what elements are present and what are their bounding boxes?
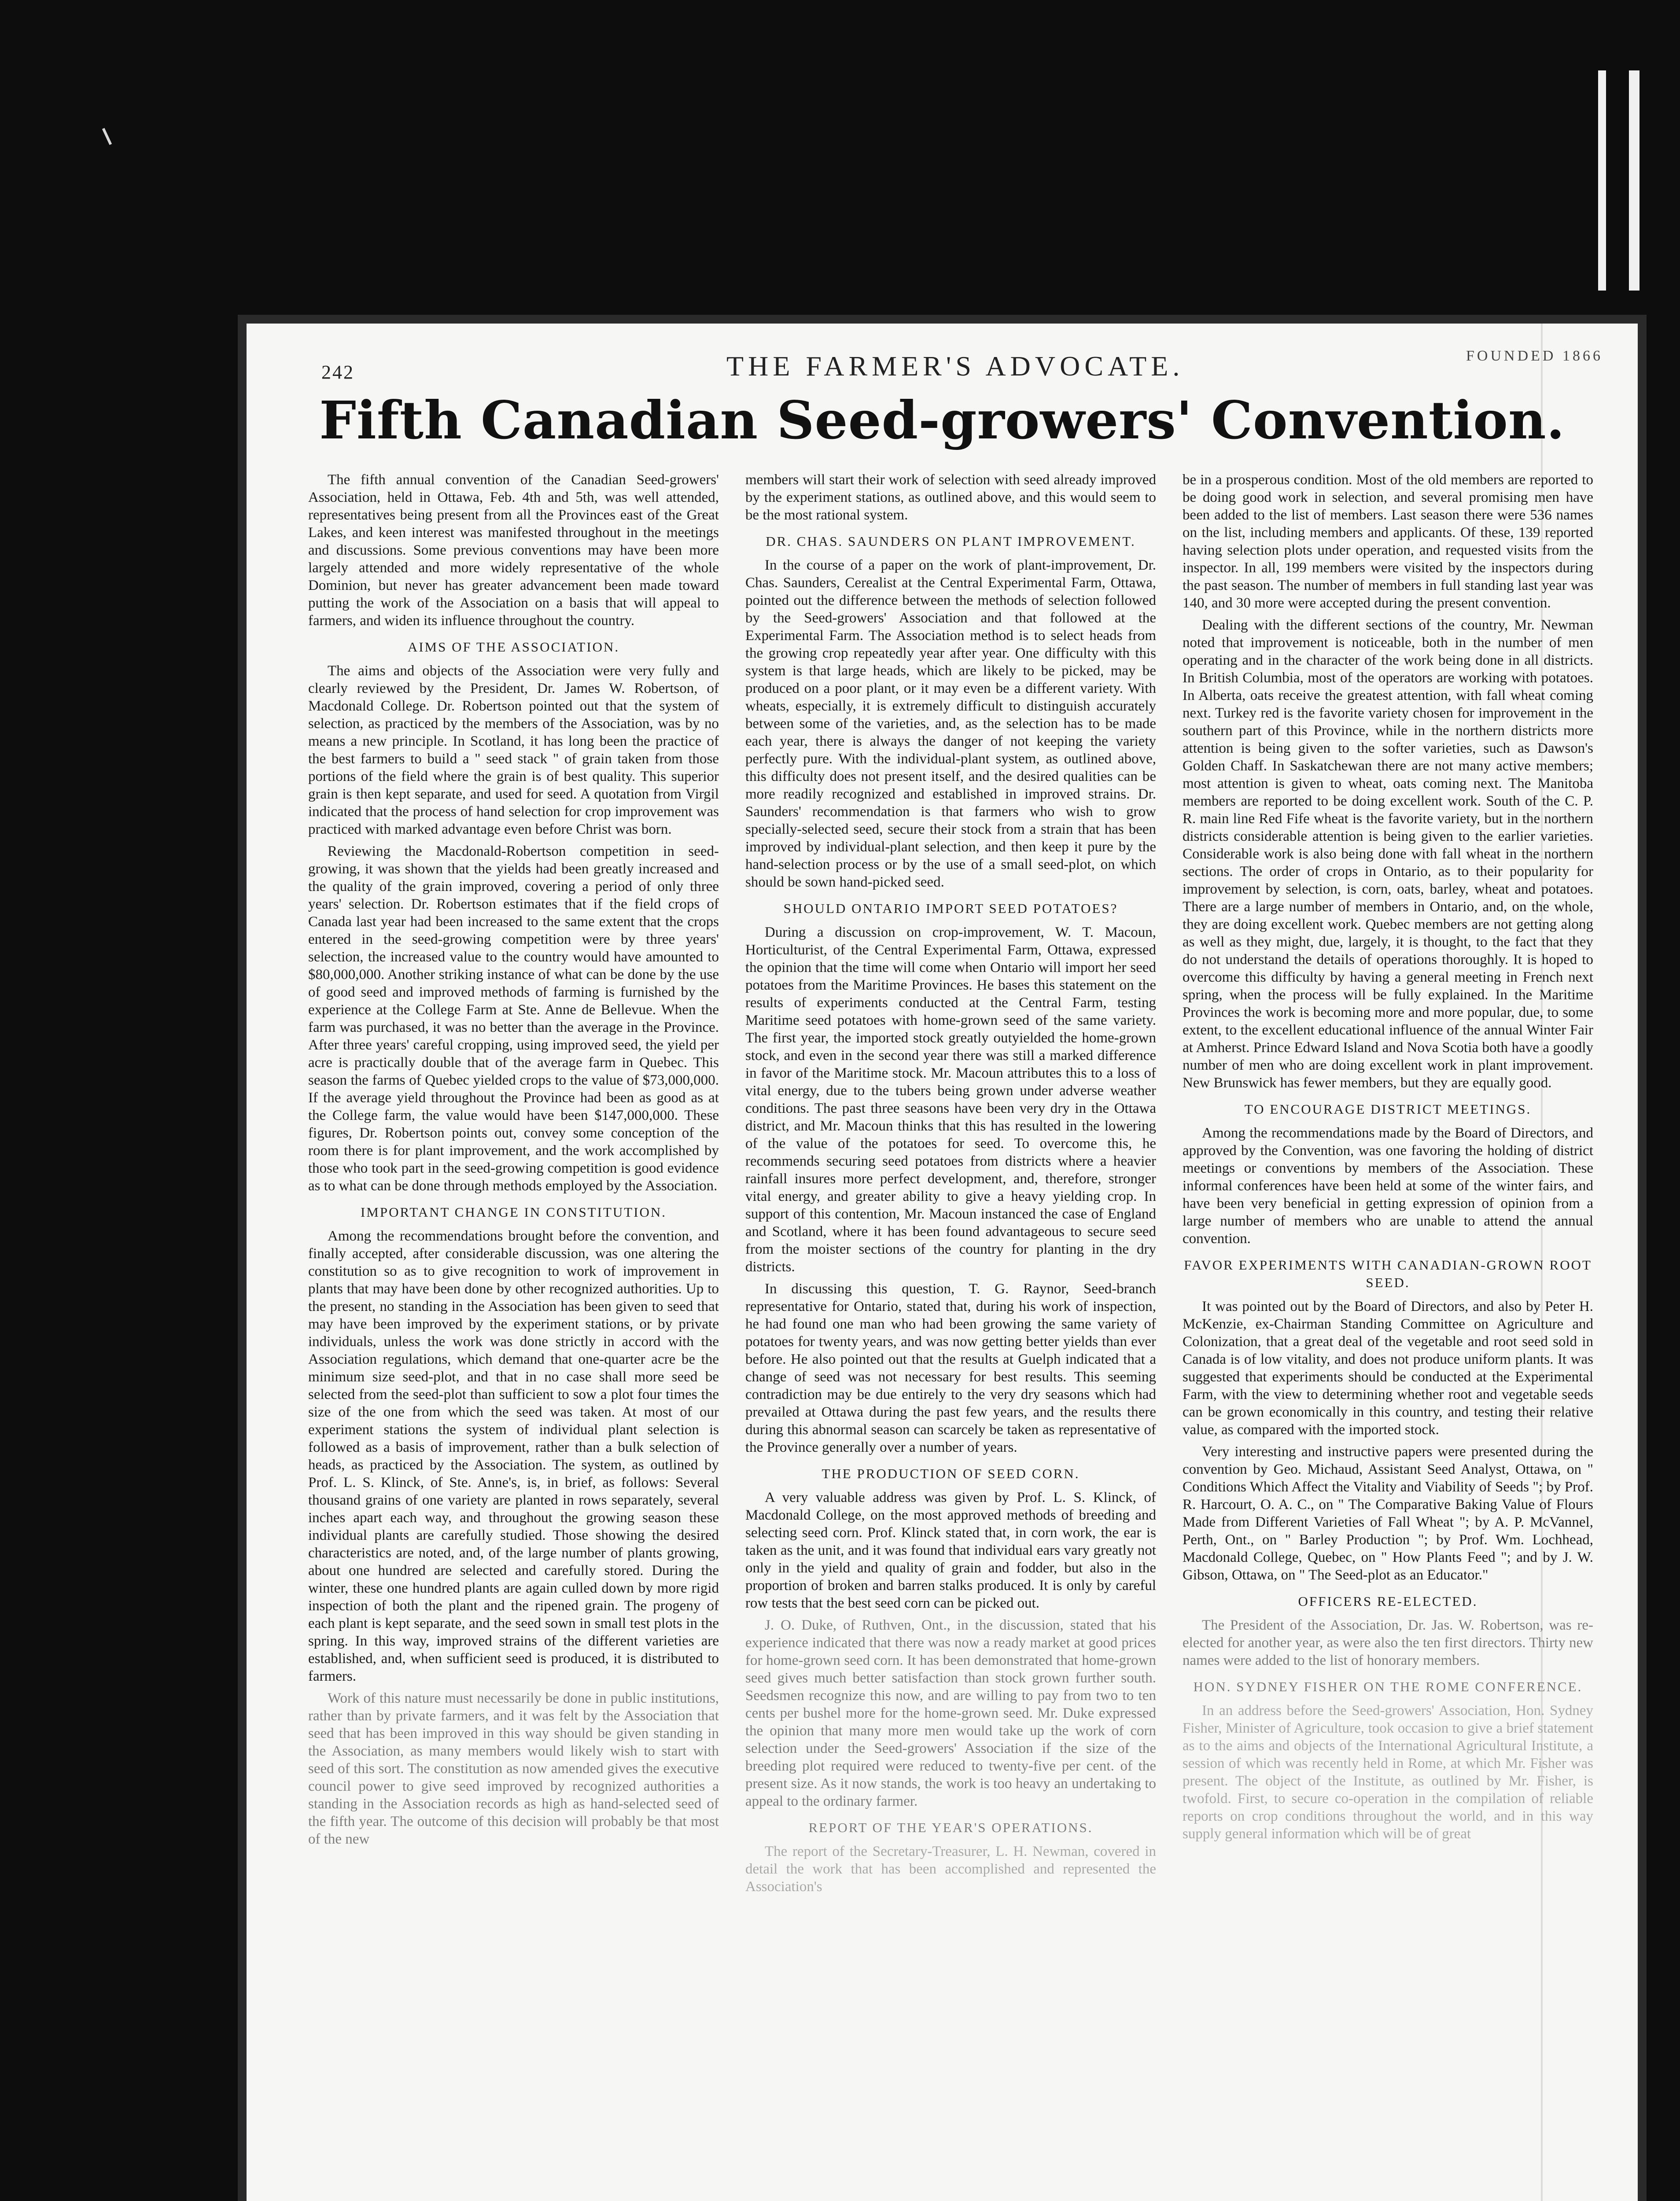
article-paragraph: A very valuable address was given by Prof. L. S. Klinck, of Macdonald College, on the most approved methods of breeding and selecting seed corn. Prof. Klinck stated that, in corn work, the ear is taken as the unit, and it was found that individual ears vary greatly not only in the yield and quality of grain and fodder, but also in the proportion of broken and barren stalks produced. It is only by careful row tests that the best seed corn can be picked out. (745, 1490, 1156, 1611)
page-number: 242 (321, 361, 354, 383)
article-paragraph: Dealing with the different sections of the country, Mr. Newman noted that improvement is noticeable, both in the number of men operating and in the character of the work being done in all districts. In British Columbia, most of the operators are working with potatoes. In Alberta, oats receive the greatest attention, with fall wheat coming next. Turkey red is the favorite variety chosen for improvement in the southern part of this Province, while in the northern districts more attention is being given to the softer varieties, such as Dawson's Golden Chaff. In Saskatchewan there are not many active members; most attention is given to wheat, oats coming next. The Manitoba members are reported to be doing excellent work. South of the C. P. R. main line Red Fife wheat is the favorite variety, but in the northern districts considerable attention is being given to the earlier varieties. Considerable work is also being done with fall wheat in the northern sections. The order of crops in Ontario, as to their popularity for improvement by selection, is corn, oats, barley, wheat and potatoes. There are a large number of members in Ontario, and, on the whole, they are doing excellent work. Quebec members are not getting along as well as they might, due, largely, it is thought, to the fact that they do not understand the details of operations thoroughly. It is hoped to overcome this difficulty by having a general meeting in French next spring, when the process will be fully explained. In the Maritime Provinces the work is becoming more and more popular, due, to some extent, to the excellent educational influence of the annual Winter Fair at Amherst. Prince Edward Island and Nova Scotia both have a goodly number of men who are doing excellent work in plant improvement. New Brunswick has fewer members, but they are equally good. (1183, 617, 1593, 1091)
article-paragraph: The report of the Secretary-Treasurer, L. H. Newman, covered in detail the work that has been accomplished and represented the Association's (745, 1844, 1156, 1895)
article-columns (308, 471, 1594, 2201)
article-paragraph: It was pointed out by the Board of Directors, and also by Peter H. McKenzie, ex-Chairman Standing Committee on Agriculture and Colonization, that a great deal of the vegetable and root seed sold in Canada is of low vitality, and does not produce uniform plants. It was suggested that experiments should be conducted at the Experimental Farm, with the view to determining whether root and vegetable seeds can be grown economically in this country, and testing their relative value, as compared with the imported stock. (1183, 1299, 1593, 1438)
column-2 (745, 471, 1156, 2201)
article-paragraph: In the course of a paper on the work of plant-improvement, Dr. Chas. Saunders, Cerealist at the Central Experimental Farm, Ottawa, pointed out the difference between the methods of selection followed by the Seed-growers' Association and that followed at the Experimental Farm. The Association method is to select heads from the growing crop repeatedly year after year. One difficulty with this system is that large heads, which are likely to be picked, may be produced on a poor plant, or it may even be a different variety. With wheats, especially, it is extremely difficult to distinguish accurately between some of the varieties, and, as the selection has to be made each year, there is always the danger of not keeping the variety perfectly pure. With the individual-plant system, as outlined above, this difficulty does not present itself, and the desired qualities can be more readily recognized and established in improved strains. Dr. Saunders' recommendation is that farmers who wish to grow specially-selected seed, secure their stock from a strain that has been improved by individual-plant selection, and then keep it pure by the hand-selection process or by the use of a small seed-plot, on which should be sown hand-picked seed. (745, 557, 1156, 890)
film-speck (102, 128, 112, 145)
article-paragraph: Among the recommendations made by the Board of Directors, and approved by the Convention, was one favoring the holding of district meetings or conventions by members of the Association. These informal conferences have been held at some of the winter fairs, and have been very beneficial in getting expression of opinion from a large number of members who are unable to attend the annual convention. (1183, 1125, 1593, 1247)
section-heading: SHOULD ONTARIO IMPORT SEED POTATOES? (783, 901, 1118, 916)
article-paragraph: members will start their work of selection with seed already improved by the experiment stations, as outlined above, and this would seem to be the most rational system. (745, 472, 1156, 523)
section-heading: TO ENCOURAGE DISTRICT MEETINGS. (1244, 1101, 1532, 1117)
article-paragraph: The aims and objects of the Association were very fully and clearly reviewed by the President, Dr. James W. Robertson, of Macdonald College. Dr. Robertson pointed out that the system of selection, as practiced by the members of the Association, was by no means a new principle. In Scotland, it has long been the practice of the best farmers to build a " seed stack " of grain taken from those portions of the field where the grain is of best quality. This superior grain is then kept separate, and used for seed. A quotation from Virgil indicated that the process of hand selection for crop improvement was practiced with marked advantage even before Christ was born. (308, 663, 719, 837)
article-paragraph: be in a prosperous condition. Most of the old members are reported to be doing good work in selection, and several promising men have been added to the list of members. Last season there were 536 names on the list, including members and applicants. Of these, 139 reported having selection plots under operation, and requested visits from the inspector. In all, 199 members were visited by the inspectors during the past season. The number of members in full standing last year was 140, and 30 more were accepted during the present convention. (1183, 472, 1593, 611)
article-paragraph: Among the recommendations brought before the convention, and finally accepted, after considerable discussion, was one altering the constitution so as to give recognition to work of improvement in plants that may have been done by other recognized authorities. Up to the present, no standing in the Association has been given to seed that may have been improved by the experiment stations, or by private individuals, unless the work was done strictly in accord with the Association regulations, which demand that one-quarter acre be the minimum size seed-plot, and that in no case shall more seed be selected from the seed-plot than sufficient to sow a plot four times the size of the one from which the seed was taken. At most of our experiment stations the system of individual plant selection is followed as a basis of improvement, rather than a bulk selection of heads, as practiced by the Association. The system, as outlined by Prof. L. S. Klinck, of Ste. Anne's, is, in brief, as follows: Several thousand grains of one variety are planted in rows separately, several inches apart each way, and throughout the growing season these individual plants are carefully studied. Those showing the desired characteristics are noted, and, of the large number of plants growing, about one hundred are selected and carefully stored. During the winter, these one hundred plants are again culled down by more rigid inspection of both the plant and the ripened grain. The progeny of each plant is kept separate, and the seed sown in small test plots in the spring. In this way, improved strains of the different varieties are established, and, when sufficient seed is produced, it is distributed to farmers. (308, 1228, 719, 1684)
section-heading: FAVOR EXPERIMENTS WITH CANADIAN-GROWN ROOT SEED. (1184, 1257, 1592, 1290)
article-paragraph: The fifth annual convention of the Canadian Seed-growers' Association, held in Ottawa, Feb. 4th and 5th, was well attended, representatives being present from all the Provinces east of the Great Lakes, and keen interest was manifested throughout in the meetings and discussions. Some previous conventions may have been more largely attended and more widely representative of the whole Dominion, but never has greater advancement been made toward putting the work of the Association on a basis that will appeal to farmers, and widen its influence throughout the country. (308, 472, 719, 629)
column-3 (1183, 471, 1593, 2201)
column-1 (308, 471, 719, 2201)
article-paragraph: Very interesting and instructive papers were presented during the convention by Geo. Michaud, Assistant Seed Analyst, Ottawa, on " Conditions Which Affect the Vitality and Viability of Seeds "; by Prof. R. Harcourt, O. A. C., on " The Comparative Baking Value of Flours Made from Different Varieties of Fall Wheat "; by A. P. McVannel, Perth, Ont., on " Barley Production "; by Prof. Wm. Lochhead, Macdonald College, Quebec, on " How Plants Feed "; and by J. W. Gibson, Ottawa, on " The Seed-plot as an Educator." (1183, 1444, 1593, 1583)
film-marker-bar (1598, 70, 1606, 291)
section-heading: REPORT OF THE YEAR'S OPERATIONS. (808, 1820, 1093, 1835)
article-paragraph: J. O. Duke, of Ruthven, Ont., in the discussion, stated that his experience indicated that there was now a ready market at good prices for home-grown seed corn. It has been demonstrated that home-grown seed gives much better satisfaction than stock grown further south. Seedsmen recognize this now, and are willing to pay from two to ten cents per bushel more for the home-grown seed. Mr. Duke expressed the opinion that many more men would take up the work of corn selection under the Seed-growers' Association if the size of the breeding plot required were reduced to twenty-five per cent. of the present size. As it now stands, the work is too heavy an undertaking to appeal to the ordinary farmer. (745, 1617, 1156, 1809)
article-paragraph: The President of the Association, Dr. Jas. W. Robertson, was re-elected for another year, as were also the ten first directors. Thirty new names were added to the list of honorary members. (1183, 1617, 1593, 1668)
section-heading: DR. CHAS. SAUNDERS ON PLANT IMPROVEMENT. (766, 534, 1136, 549)
article-paragraph: In an address before the Seed-growers' Association, Hon. Sydney Fisher, Minister of Agriculture, took occasion to give a brief statement as to the aims and objects of the International Agricultural Institute, a session of which was recently held in Rome, at which Mr. Fisher was present. The object of the Institute, as outlined by Mr. Fisher, is twofold. First, to secure co-operation in the compilation of reliable reports on crop conditions throughout the world, and in this way supply general information which will be of great (1183, 1703, 1593, 1842)
section-heading: OFFICERS RE-ELECTED. (1298, 1594, 1478, 1609)
article-headline: Fifth Canadian Seed-growers' Convention. (319, 390, 1565, 451)
article-paragraph: Work of this nature must necessarily be done in public institutions, rather than by private farmers, and it was felt by the Association that seed that has been improved in this way should be given standing in the Association, as many members would likely wish to start with seed of this sort. The constitution as now amended gives the executive council power to give seed improved by recognized authorities a standing in the Association records as high as hand-selected seed of the fifth year. The outcome of this decision will probably be that most of the new (308, 1690, 719, 1847)
film-marker-bar (1629, 70, 1639, 291)
section-heading: IMPORTANT CHANGE IN CONSTITUTION. (360, 1204, 667, 1220)
founded-note: FOUNDED 1866 (1466, 348, 1603, 364)
page-header (247, 324, 1638, 385)
article-paragraph: During a discussion on crop-improvement, W. T. Macoun, Horticulturist, of the Central Experimental Farm, Ottawa, expressed the opinion that the time will come when Ontario will import her seed potatoes from the Maritime Provinces. He bases this statement on the results of experiments conducted at the Central Farm, testing Maritime seed potatoes with home-grown seed of the same variety. The first year, the imported stock greatly outyielded the home-grown stock, and even in the second year there was still a marked difference in favor of the Maritime stock. Mr. Macoun attributes this to a loss of vital energy, due to the tubers being grown under adverse weather conditions. The past three seasons have been very dry in the Ottawa district, and Mr. Macoun thinks that this has resulted in the lowering of the value of the potatoes for seed. To overcome this, he recommends securing seed potatoes from districts where a heavier rainfall insures more perfect development, and, therefore, stronger vital energy, and greater ability to give a heavy yielding crop. In support of this contention, Mr. Macoun instanced the case of England and Scotland, where it has been found advantageous to secure seed from the moister sections of the country for planting in the dry districts. (745, 924, 1156, 1275)
section-heading: AIMS OF THE ASSOCIATION. (407, 639, 620, 655)
article-paragraph: In discussing this question, T. G. Raynor, Seed-branch representative for Ontario, stated that, during his work of inspection, he had found one man who had been growing the same variety of potatoes for twenty years, and was now getting better yields than ever before. He also pointed out that the results at Guelph indicated that a change of seed was not necessary for best results. This seeming contradiction may be due entirely to the very dry seasons which had prevailed at Ottawa during the past few years, and the results there during this abnormal season can scarcely be taken as representative of the Province generally over a number of years. (745, 1281, 1156, 1455)
section-heading: THE PRODUCTION OF SEED CORN. (822, 1466, 1080, 1481)
publication-title: THE FARMER'S ADVOCATE. (726, 350, 1184, 382)
newspaper-page (247, 324, 1638, 2201)
section-heading: HON. SYDNEY FISHER ON THE ROME CONFERENCE. (1193, 1679, 1583, 1694)
article-paragraph: Reviewing the Macdonald-Robertson competition in seed-growing, it was shown that the yields had been greatly increased and the quality of the grain improved, covering a period of only three years' selection. Dr. Robertson estimates that if the field crops of Canada last year had been increased to the same extent that the crops entered in the seed-growing competition were by three years' selection, the increased value to the country would have amounted to $80,000,000. Another striking instance of what can be done by the use of good seed and improved methods of farming is furnished by the experience at the College Farm at Ste. Anne de Bellevue. When the farm was purchased, it was no better than the average in the Province. After three years' careful cropping, using improved seed, the yield per acre is practically double that of the average farm in Quebec. This season the farms of Quebec yielded crops to the value of $73,000,000. If the average yield throughout the Province had been as good as at the College farm, the value would have been $147,000,000. These figures, Dr. Robertson points out, convey some conception of the room there is for plant improvement, and the work accomplished by those who took part in the seed-growing competition is good evidence as to what can be done through methods employed by the Association. (308, 843, 719, 1194)
